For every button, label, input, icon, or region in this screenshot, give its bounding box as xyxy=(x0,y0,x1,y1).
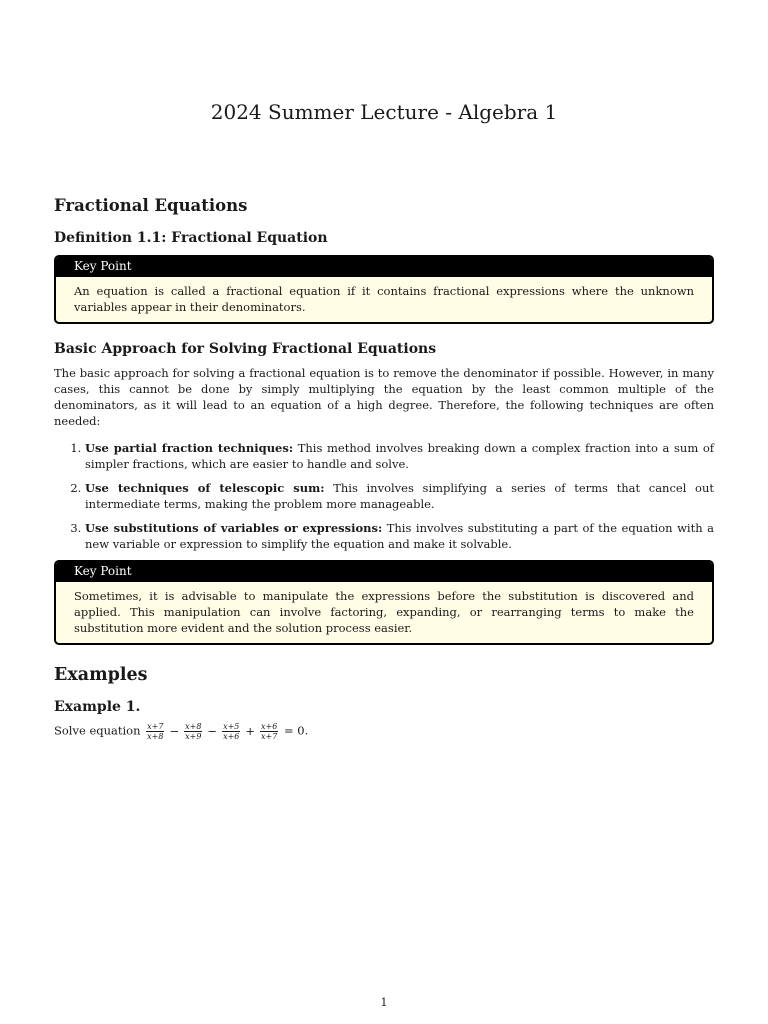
key-point-box-substitution xyxy=(54,560,714,645)
fraction-denominator: x+7 xyxy=(261,732,278,741)
fraction-numerator: x+6 xyxy=(261,722,278,731)
key-point-text: Sometimes, it is advisable to manipulate the expressions before the substitution is discovered and applied. This manipulation can involve factoring, expanding, or rearranging terms to make the substitution more evident and the solution process easier. xyxy=(74,589,694,635)
page-content xyxy=(54,196,714,741)
fraction-denominator: x+8 xyxy=(147,732,164,741)
technique-title: Use techniques of telescopic sum: xyxy=(85,481,325,495)
fraction-numerator: x+8 xyxy=(185,722,202,731)
key-point-text: An equation is called a fractional equation if it contains fractional expressions where the unknown variables appear in their denominators. xyxy=(74,284,694,314)
section-heading-examples: Examples xyxy=(54,665,148,685)
fraction xyxy=(146,722,164,741)
approach-paragraph: The basic approach for solving a fractional equation is to remove the denominator if possible. However, in many cases, this cannot be done by simply multiplying the equation by the least common multiple of the denominators, as it will lead to an equation of a high degree. Therefore, the following techniques are often needed: xyxy=(54,366,714,428)
technique-description: This involves substituting a part of the equation with a new variable or expression to simplify the equation and make it solvable. xyxy=(85,521,714,551)
definition-heading: Definition 1.1: Fractional Equation xyxy=(54,230,328,246)
fraction-numerator: x+5 xyxy=(223,722,240,731)
approach-heading: Basic Approach for Solving Fractional Equations xyxy=(54,341,437,357)
equation-lead: Solve equation xyxy=(54,723,141,738)
section-heading-fractional-equations: Fractional Equations xyxy=(54,196,248,215)
technique-title: Use substitutions of variables or expressions: xyxy=(85,521,383,535)
fraction xyxy=(260,722,278,741)
list-item xyxy=(85,480,714,512)
operator: − xyxy=(207,723,218,738)
list-item xyxy=(85,520,714,552)
list-item xyxy=(85,440,714,472)
fraction xyxy=(222,722,240,741)
example-heading: Example 1. xyxy=(54,699,141,715)
technique-title: Use partial fraction techniques: xyxy=(85,441,294,455)
page-title: 2024 Summer Lecture - Algebra 1 xyxy=(210,100,558,124)
key-point-box-definition xyxy=(54,255,714,324)
fraction-denominator: x+9 xyxy=(185,732,202,741)
technique-description: This involves simplifying a series of terms that cancel out intermediate terms, making the problem more manageable. xyxy=(85,481,715,511)
fraction-numerator: x+7 xyxy=(147,722,164,731)
key-point-label: Key Point xyxy=(56,257,712,277)
techniques-list xyxy=(54,440,714,552)
fraction-denominator: x+6 xyxy=(223,732,240,741)
operator: + xyxy=(245,723,256,738)
operator: − xyxy=(169,723,180,738)
fraction xyxy=(184,722,202,741)
example-equation xyxy=(54,722,714,741)
page-number: 1 xyxy=(380,996,388,1009)
technique-description: This method involves breaking down a complex fraction into a sum of simpler fractions, which are easier to handle and solve. xyxy=(85,441,715,471)
equation-rhs: = 0. xyxy=(283,723,309,738)
key-point-label: Key Point xyxy=(56,562,712,582)
